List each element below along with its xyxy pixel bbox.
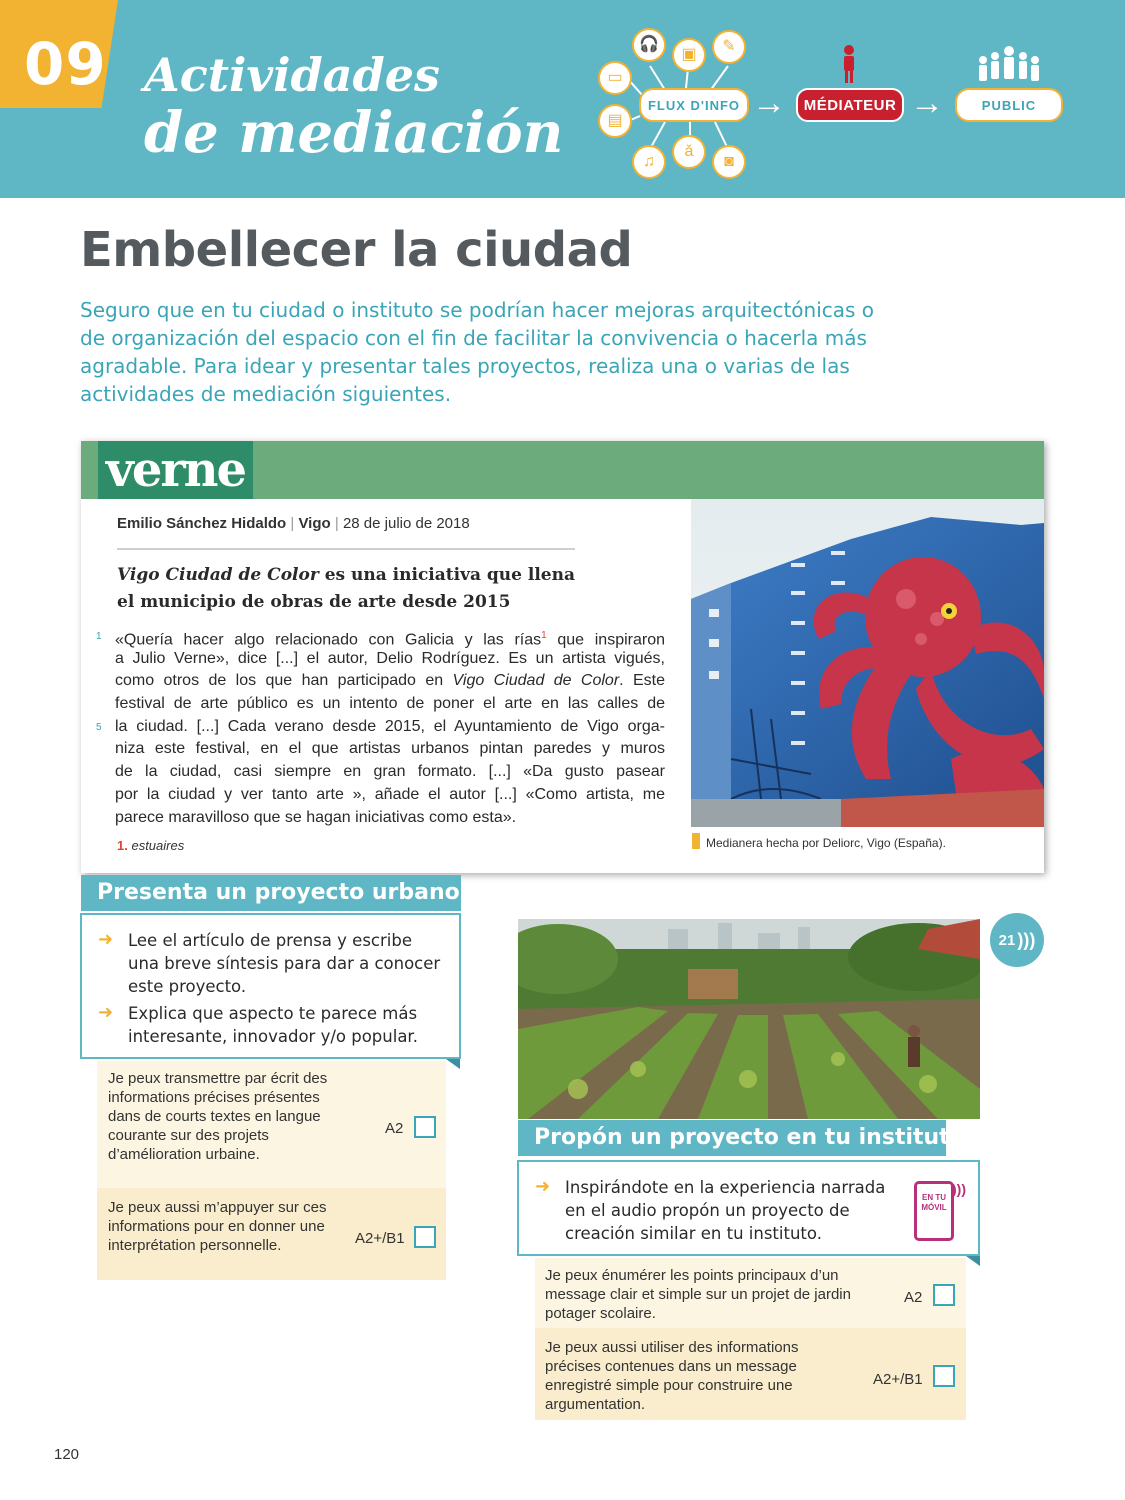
octopus-mural-photo [691, 499, 1044, 827]
mediator-label: MÉDIATEUR [796, 88, 904, 122]
article-line: festival de arte público es un intento de poner el arte en las calles de [115, 695, 665, 713]
urban-garden-photo [518, 919, 980, 1119]
headline-italic: Vigo Ciudad de Color [117, 565, 319, 585]
task-bullet: ➜ Explica que aspecto te parece más interesante, innovador y/o popular. [98, 1002, 418, 1046]
task-heading-urban-project: Presenta un proyecto urbano [81, 875, 461, 911]
article-line: parece maravilloso que se hagan iniciativas como esta». [115, 808, 517, 826]
unit-header [0, 0, 1125, 198]
article-date: 28 de julio de 2018 [342, 515, 470, 532]
can-do-level: A2 [385, 1120, 404, 1137]
can-do-checkbox[interactable] [933, 1365, 955, 1387]
article-author: Emilio Sánchez Hidaldo [117, 515, 287, 532]
line-number: 1 [96, 631, 102, 642]
sound-waves-icon: ))) [952, 1181, 966, 1197]
can-do-row [535, 1328, 966, 1420]
headline-rest: es una iniciativa que llena [318, 565, 575, 585]
can-do-text: Je peux transmettre par écrit des informations précises présentes dans de courts textes en langue courante sur des projets d’amélioration urbaine. [108, 1070, 328, 1163]
box-fold-corner [446, 1059, 460, 1069]
task-bullet: ➜ Inspirándote en la experiencia narrada en el audio propón un proyecto de creación similar en tu instituto. [535, 1176, 886, 1243]
article-headline [117, 562, 587, 616]
unit-number: 09 [24, 30, 107, 98]
can-do-checkbox[interactable] [933, 1284, 955, 1306]
verne-logo: verne [98, 441, 253, 499]
intro-paragraph: Seguro que en tu ciudad o instituto se podrían hacer mejoras arquitectónicas o de organización del espacio con el fin de facilitar la convivencia o hacerla más agradable. Para idear y presentar tales proyectos, realiza una o varias de las actividades de mediación siguientes. [80, 298, 875, 406]
headline-line2: el municipio de obras de arte desde 2015 [117, 592, 511, 612]
can-do-row [97, 1061, 446, 1188]
task-box-school-project [517, 1160, 980, 1256]
mobile-phone-icon [914, 1181, 954, 1241]
arrow-right-icon: → [910, 84, 944, 122]
arrow-right-icon: → [752, 84, 786, 122]
article-card [81, 441, 1044, 873]
public-label: PUBLIC [955, 88, 1063, 122]
can-do-checkbox[interactable] [414, 1116, 436, 1138]
can-do-row [97, 1188, 446, 1280]
article-line: por la ciudad y ver tanto arte », añade el autor [...] «Como artista, me [115, 785, 665, 803]
can-do-level: A2 [904, 1289, 923, 1306]
article-line: la ciudad. [...] Cada verano desde 2015, el Ayuntamiento de Vigo orga- [115, 717, 665, 735]
box-fold-corner [966, 1256, 980, 1266]
article-line: niza este festival, en el que artistas urbanos pintan paredes y muros [115, 740, 665, 758]
footnote-number: 1. [117, 838, 128, 853]
document-icon: ✎ [712, 30, 746, 64]
can-do-text: Je peux aussi utiliser des informations précises contenues dans un message enregistré simple pour construire une argumentation. [545, 1339, 799, 1413]
can-do-row [535, 1258, 966, 1328]
article-footnote [117, 838, 184, 853]
camera-icon: ◙ [712, 145, 746, 179]
task-bullet: ➜ Lee el artículo de prensa y escribe una breve síntesis para dar a conocer este proyecto. [98, 929, 441, 996]
article-line: «Quería hacer algo relacionado con Galicia y las rías$^1$ que inspiraron [115, 630, 666, 649]
arrow-bullet-icon: ➜ [535, 1176, 551, 1197]
byline-divider [117, 548, 575, 550]
can-do-text: Je peux énumérer les points principaux d’un message clair et simple sur un projet de jardin potager scolaire. [545, 1267, 851, 1322]
caption-marker [692, 833, 700, 849]
phone-label-line2: MÓVIL [921, 1203, 947, 1212]
page-number: 120 [54, 1446, 80, 1463]
music-note-icon: ♫ [632, 145, 666, 179]
headphones-icon: 🎧 [632, 28, 666, 62]
page-title: Embellecer la ciudad [80, 222, 633, 278]
alphabet-icon: ǎ [672, 135, 706, 169]
can-do-level: A2+/B1 [873, 1371, 923, 1388]
article-byline: Emilio Sánchez Hidaldo | Vigo | 28 de julio de 2018 [117, 515, 470, 532]
footnote-text: estuaires [131, 838, 185, 853]
audio-track-icon[interactable]: 21 ))) [990, 913, 1044, 967]
person-icon [839, 44, 859, 84]
article-location: Vigo [298, 515, 331, 532]
can-do-level: A2+/B1 [355, 1230, 405, 1247]
section-title-line1: Actividades [144, 48, 440, 102]
can-do-checkbox[interactable] [414, 1226, 436, 1248]
audio-track-number: 21 [998, 931, 1016, 949]
computer-icon: ▭ [598, 61, 632, 95]
article-line: como otros de los que han participado en Vigo Ciudad de Color. Este [115, 672, 666, 690]
arrow-bullet-icon: ➜ [98, 929, 114, 950]
can-do-text: Je peux aussi m’appuyer sur ces informations pour en donner une interprétation personnelle. [108, 1199, 327, 1254]
task-heading-school-project: Propón un proyecto en tu instituto [518, 1120, 946, 1156]
section-title-line2: de mediación [144, 100, 564, 166]
article-body [115, 625, 665, 829]
audience-group-icon [976, 44, 1042, 84]
photos-icon: ▣ [672, 38, 706, 72]
line-number: 5 [96, 722, 102, 733]
article-line: a Julio Verne», dice [...] el autor, Delio Rodríguez. Es un artista vigués, [115, 649, 665, 667]
task-box-urban-project [80, 913, 461, 1059]
article-line: de la ciudad, casi siempre en gran formato. [...] «Da gusto pasear [115, 763, 665, 781]
phone-label-line1: EN TU [922, 1193, 946, 1202]
book-icon: ▤ [598, 104, 632, 138]
flux-info-label: FLUX D'INFO [639, 88, 749, 122]
arrow-bullet-icon: ➜ [98, 1002, 114, 1023]
image-caption: Medianera hecha por Deliorc, Vigo (España). [706, 836, 946, 850]
